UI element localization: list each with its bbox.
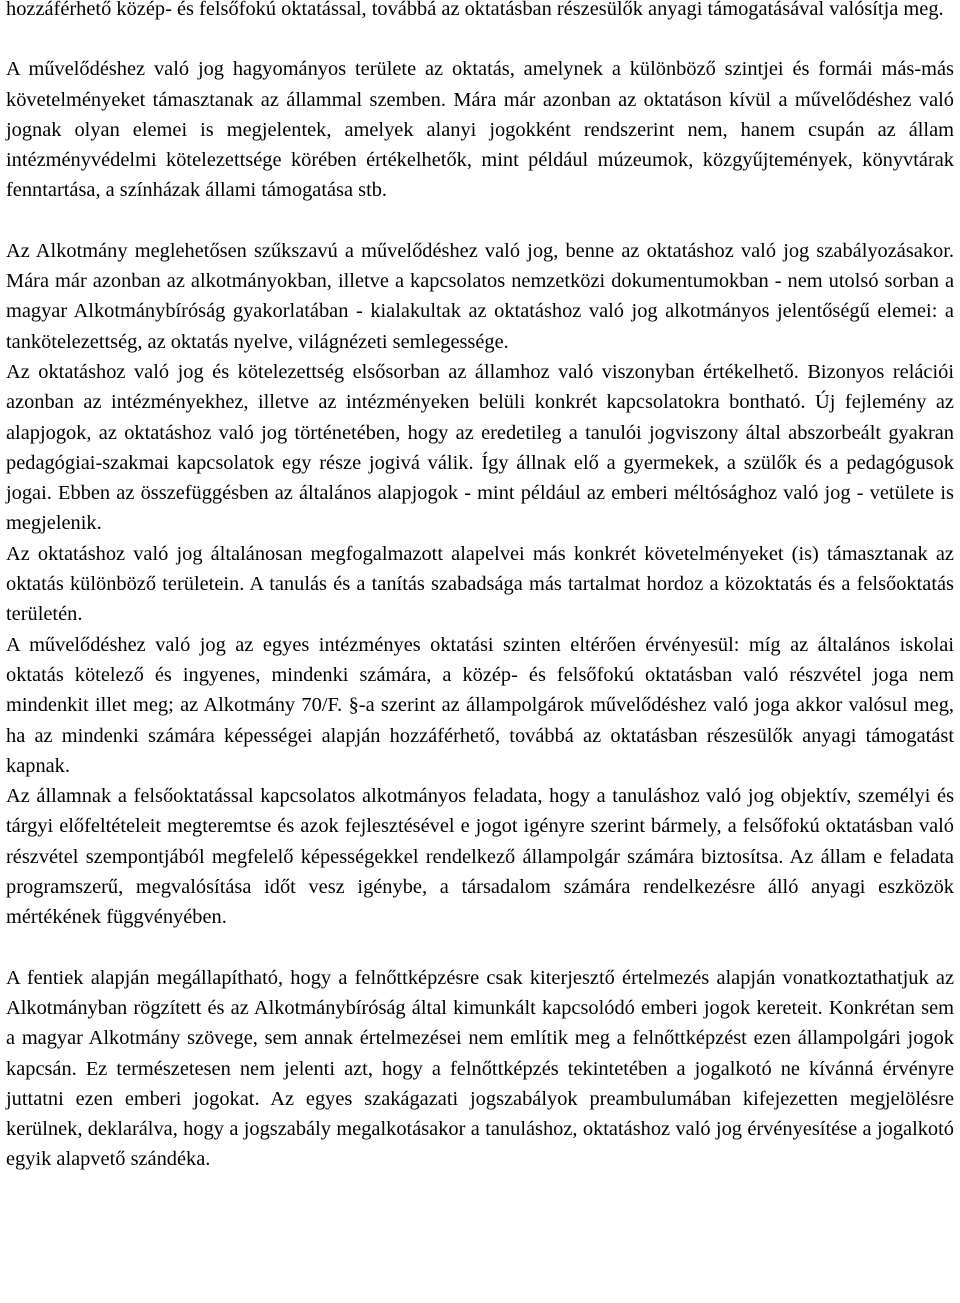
paragraph-institutional-levels: A művelődéshez való jog az egyes intézményes oktatási szinten eltérően érvényesül: míg az általános iskolai oktatás kötelező és ingyenes, mindenki számára, a közép- és felsőfokú oktatásban való részvétel joga nem mindenkit illet meg; az Alkotmány 70/F. §-a szerint az állampolgárok művelődéshez való joga akkor valósul meg, ha az mindenki számára képességei alapján hozzáférhető, továbbá az oktatásban részesülők anyagi támogatást kapnak. (6, 633, 954, 777)
paragraph-intro-continuation: hozzáférhető közép- és felsőfokú oktatással, továbbá az oktatásban részesülők anyagi támogatásával valósítja meg. (6, 0, 944, 20)
paragraph-obligation: Az oktatáshoz való jog és kötelezettség elsősorban az államhoz való viszonyban értékelhető. Bizonyos relációi azonban az intézményekhez, illetve az intézményeken belüli konkrét kapcsolatokra bontható. Új fejlemény az alapjogok, az oktatáshoz való jog történetében, hogy az eredetileg a tanulói jogviszony által abszorbeált gyakran pedagógiai-szakmai kapcsolatok egy része jogivá válik. Így állnak elő a gyermekek, a szülők és a pedagógusok jogai. Ebben az összefüggésben az általános alapjogok - mint például az emberi méltósághoz való jog - vetülete is megjelenik. (6, 360, 954, 535)
paragraph-higher-education: Az államnak a felsőoktatással kapcsolatos alkotmányos feladata, hogy a tanuláshoz való jog objektív, személyi és tárgyi előfeltételeit megteremtse és azok fejlesztésével e jogot igényre szerint bármely, a felsőfokú oktatásban való részvétel szempontjából megfelelő képességekkel rendelkező állampolgár számára biztosítsa. Az állam e feladata programszerű, megvalósítása időt vesz igénybe, a társadalom számára rendelkezésre álló anyagi eszközök mértékének függvényében. (6, 785, 954, 929)
paragraph-adult-education: A fentiek alapján megállapítható, hogy a felnőttképzésre csak kiterjesztő értelmezés alapján vonatkoztathatjuk az Alkotmányban rögzített és az Alkotmánybíróság által kimunkált kapcsolódó emberi jogok kereteit. Konkrétan sem a magyar Alkotmány szövege, sem annak értelmezései nem említik meg a felnőttképzést ezen állampolgári jogok kapcsán. Ez természetesen nem jelenti azt, hogy a felnőttképzés tekintetében a jogalkotó ne kívánná érvényre juttatni ezen emberi jogokat. Az egyes szakágazati jogszabályok preambulumában kifejezetten megjelölésre kerülnek, deklarálva, hogy a jogszabály megalkotásakor a tanuláshoz, oktatáshoz való jog érvényesítése a jogalkotó egyik alapvető szándéka. (6, 966, 954, 1171)
paragraph-constitution: Az Alkotmány meglehetősen szűkszavú a művelődéshez való jog, benne az oktatáshoz való jog szabályozásakor. Mára már azonban az alkotmányokban, illetve a kapcsolatos nemzetközi dokumentumokban - nem utolsó sorban a magyar Alkotmánybíróság gyakorlatában - kialakultak az oktatáshoz való jog alkotmányos jelentőségű elemei: a tankötelezettség, az oktatás nyelve, világnézeti semlegessége. (6, 239, 954, 353)
paragraph-principles: Az oktatáshoz való jog általánosan megfogalmazott alapelvei más konkrét követelményeket (is) támasztanak az oktatás különböző területein. A tanulás és a tanítás szabadsága más tartalmat hordoz a közoktatás és a felsőoktatás területén. (6, 542, 954, 626)
paragraph-right-to-culture: A művelődéshez való jog hagyományos területe az oktatás, amelynek a különböző szintjei és formái más-más követelményeket támasztanak az állammal szemben. Mára már azonban az oktatáson kívül a művelődéshez való jognak olyan elemei is megjelentek, amelyek alanyi jogokként rendszerint nem, hanem csupán az állam intézményvédelmi kötelezettsége körében értékelhetők, mint például múzeumok, közgyűjtemények, könyvtárak fenntartása, a színházak állami támogatása stb. (6, 58, 954, 202)
